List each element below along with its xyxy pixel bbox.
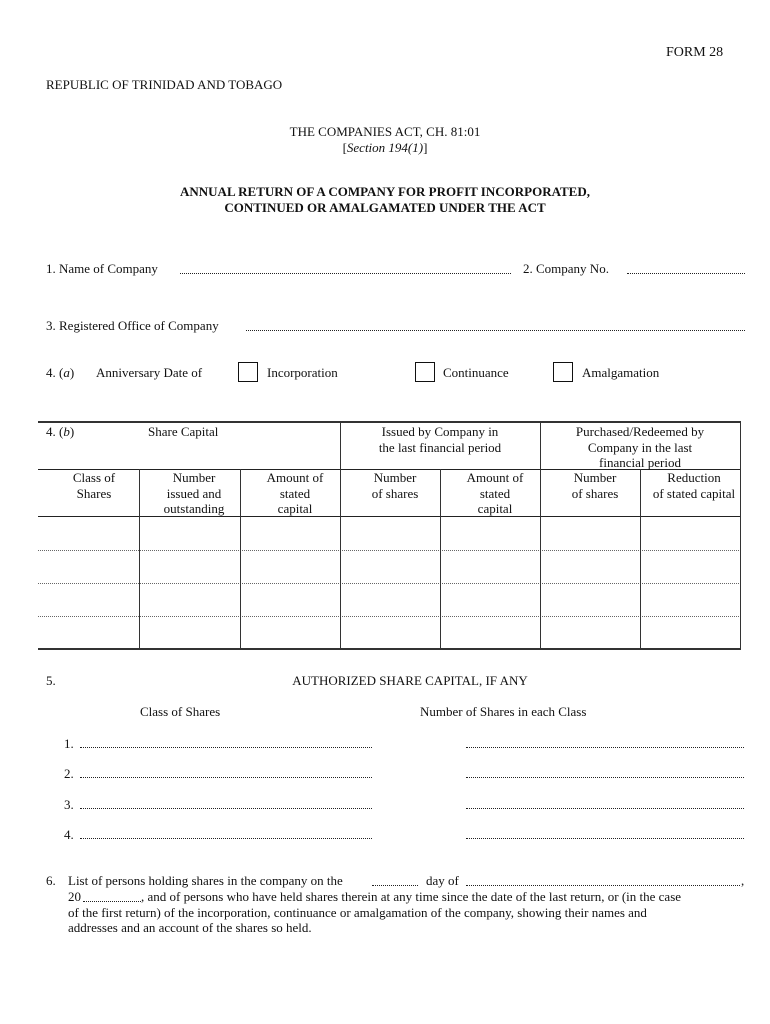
item-6-text-a: List of persons holding shares in the company on the	[68, 873, 343, 888]
form-heading-line1: ANNUAL RETURN OF A COMPANY FOR PROFIT INCORPORATED,	[180, 184, 590, 199]
form-number: FORM 28	[666, 45, 724, 60]
class-of-shares-field-1[interactable]	[80, 747, 372, 748]
authorized-row-3-number: 3.	[64, 797, 74, 812]
item-4b-number: 4. (b)	[46, 424, 75, 439]
authorized-row-4-number: 4.	[64, 827, 74, 842]
act-section: [Section 194(1)]	[342, 140, 428, 155]
item-6-line4: addresses and an account of the shares so held.	[68, 920, 312, 935]
number-of-shares-field-1[interactable]	[466, 747, 744, 748]
company-name-label: 1. Name of Company	[46, 261, 158, 276]
authorized-share-capital-title: AUTHORIZED SHARE CAPITAL, IF ANY	[292, 673, 528, 688]
year-field[interactable]	[83, 901, 141, 902]
company-number-label: 2. Company No.	[523, 261, 609, 276]
form-heading-line2: CONTINUED OR AMALGAMATED UNDER THE ACT	[224, 200, 546, 215]
incorporation-checkbox[interactable]	[238, 362, 258, 382]
authorized-row-2-number: 2.	[64, 766, 74, 781]
col-class-of-shares: Class of Shares	[72, 470, 116, 501]
share-capital-label: Share Capital	[148, 424, 219, 439]
class-of-shares-field-3[interactable]	[80, 808, 372, 809]
number-of-shares-field-3[interactable]	[466, 808, 744, 809]
col-amount-stated-capital: Amount of stated capital	[266, 470, 324, 516]
item-4a-number: 4. (a)	[46, 365, 75, 380]
purchased-group-header: Purchased/Redeemed by Company in the last financial period	[575, 424, 705, 470]
company-name-field[interactable]	[180, 273, 511, 274]
registered-office-label: 3. Registered Office of Company	[46, 318, 219, 333]
number-of-shares-field-2[interactable]	[466, 777, 744, 778]
number-of-shares-header: Number of Shares in each Class	[420, 704, 587, 719]
anniversary-date-label: Anniversary Date of	[96, 365, 203, 380]
section-ref: Section 194(1)	[346, 140, 424, 155]
item-6-text-c: ,	[741, 873, 745, 888]
col-purchased-number-of-shares: Number of shares	[571, 470, 619, 501]
continuance-label: Continuance	[443, 365, 509, 380]
month-field[interactable]	[466, 885, 740, 886]
amalgamation-label: Amalgamation	[582, 365, 660, 380]
item-6-line3: of the first return) of the incorporation, continuance or amalgamation of the company, showing their names and	[68, 905, 647, 920]
col-issued-amount-stated-capital: Amount of stated capital	[466, 470, 524, 516]
republic-title: REPUBLIC OF TRINIDAD AND TOBAGO	[46, 77, 283, 92]
year-prefix: 20	[68, 889, 81, 904]
table-row[interactable]	[38, 551, 741, 583]
class-of-shares-header: Class of Shares	[140, 704, 221, 719]
item-6-number: 6.	[46, 873, 56, 888]
incorporation-label: Incorporation	[267, 365, 338, 380]
col-number-issued: Number issued and outstanding	[163, 470, 225, 516]
item-6-text-b: day of	[426, 873, 459, 888]
table-row[interactable]	[38, 584, 741, 616]
item-5-number: 5.	[46, 673, 56, 688]
act-title: THE COMPANIES ACT, CH. 81:01	[289, 124, 481, 139]
class-of-shares-field-4[interactable]	[80, 838, 372, 839]
issued-group-header: Issued by Company in the last financial period	[378, 424, 502, 455]
number-of-shares-field-4[interactable]	[466, 838, 744, 839]
day-field[interactable]	[372, 885, 418, 886]
authorized-row-1-number: 1.	[64, 736, 74, 751]
class-of-shares-field-2[interactable]	[80, 777, 372, 778]
company-number-field[interactable]	[627, 273, 745, 274]
amalgamation-checkbox[interactable]	[553, 362, 573, 382]
col-issued-number-of-shares: Number of shares	[371, 470, 419, 501]
table-row[interactable]	[38, 517, 741, 550]
table-row[interactable]	[38, 617, 741, 648]
registered-office-field[interactable]	[246, 330, 745, 331]
item-6-text-d: , and of persons who have held shares therein at any time since the date of the last return, or (in the case	[141, 889, 682, 904]
col-reduction-stated-capital: Reduction of stated capital	[652, 470, 736, 501]
continuance-checkbox[interactable]	[415, 362, 435, 382]
